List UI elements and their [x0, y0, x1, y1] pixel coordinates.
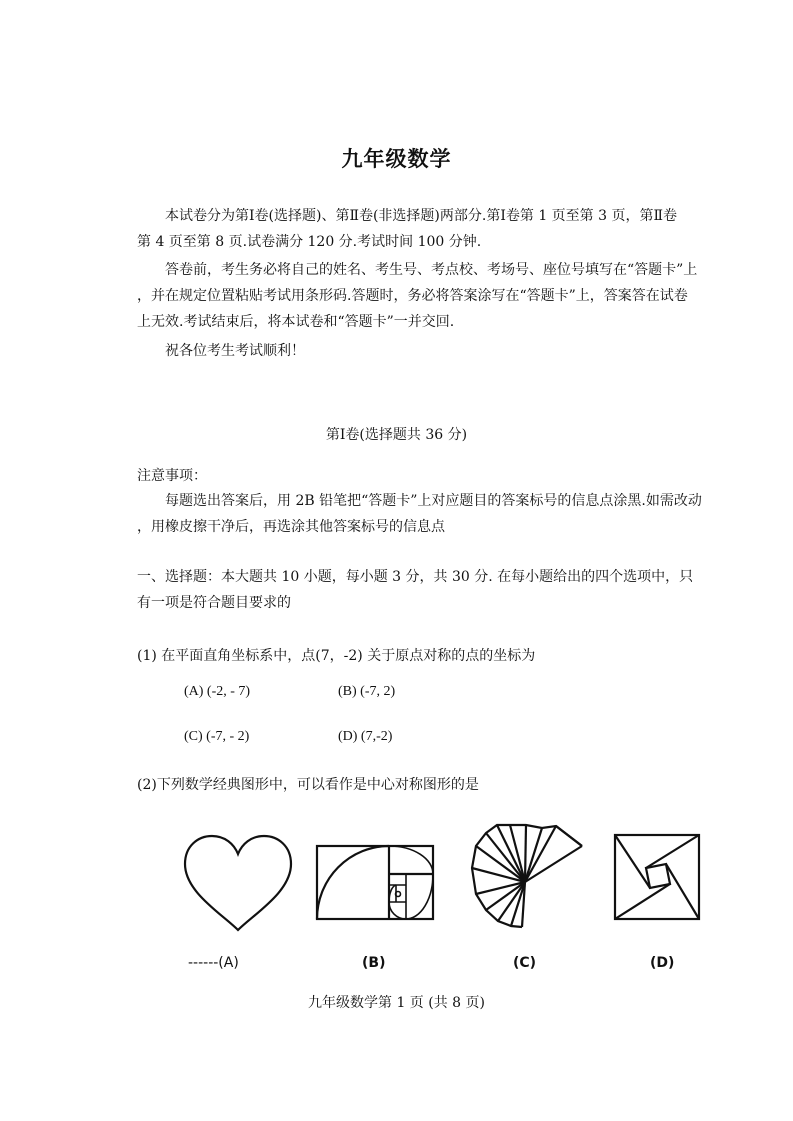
part-line1: 一、选择题：本大题共 10 小题，每小题 3 分，共 30 分. 在每小题给出的四个选项中，只: [137, 569, 694, 585]
fan-spiral-figure: [470, 822, 585, 930]
intro-p1-line1: 本试卷分为第Ⅰ卷(选择题)、第Ⅱ卷(非选择题)两部分.第Ⅰ卷第 1 页至第 3 页，第Ⅱ卷: [165, 208, 678, 224]
figure-label-b: (B): [362, 955, 386, 971]
notes-line2: ，用橡皮擦干净后，再选涂其他答案标号的信息点: [137, 519, 445, 535]
golden-spiral-figure: [316, 845, 434, 920]
q1-option-b: (B) (-7, 2): [338, 684, 396, 699]
section1-heading: 第Ⅰ卷(选择题共 36 分): [325, 427, 468, 443]
pinwheel-figure: [614, 834, 700, 920]
q1-stem: (1) 在平面直角坐标系中，点(7，-2) 关于原点对称的点的坐标为: [137, 648, 536, 664]
figure-label-d: (D): [650, 955, 675, 971]
notes-line1: 每题选出答案后，用 2B 铅笔把“答题卡”上对应题目的答案标号的信息点涂黑.如需改动: [165, 493, 702, 509]
intro-p1-line2: 第 4 页至第 8 页.试卷满分 120 分.考试时间 100 分钟.: [137, 234, 482, 250]
intro-p3: 祝各位考生考试顺利！: [165, 343, 305, 359]
q1-option-c: (C) (-7, - 2): [184, 729, 250, 744]
notes-label: 注意事项：: [137, 468, 207, 484]
figure-label-a: ------(A): [188, 955, 239, 971]
intro-p2-line1: 答卷前，考生务必将自己的姓名、考生号、考点校、考场号、座位号填写在“答题卡”上: [165, 262, 698, 278]
intro-p2-line3: 上无效.考试结束后，将本试卷和“答题卡”一并交回.: [137, 314, 455, 330]
figure-label-c: (C): [513, 955, 537, 971]
intro-p2-line2: ，并在规定位置粘贴考试用条形码.答题时，务必将答案涂写在“答题卡”上，答案答在试卷: [137, 288, 688, 304]
q2-stem: (2)下列数学经典图形中，可以看作是中心对称图形的是: [137, 777, 479, 793]
q1-option-a: (A) (-2, - 7): [184, 684, 251, 699]
page-title: 九年级数学: [341, 146, 452, 171]
page-footer: 九年级数学第 1 页 (共 8 页): [308, 995, 485, 1011]
heart-figure: [182, 834, 294, 934]
part-line2: 有一项是符合题目要求的: [137, 595, 291, 611]
q1-option-d: (D) (7,-2): [338, 729, 393, 744]
